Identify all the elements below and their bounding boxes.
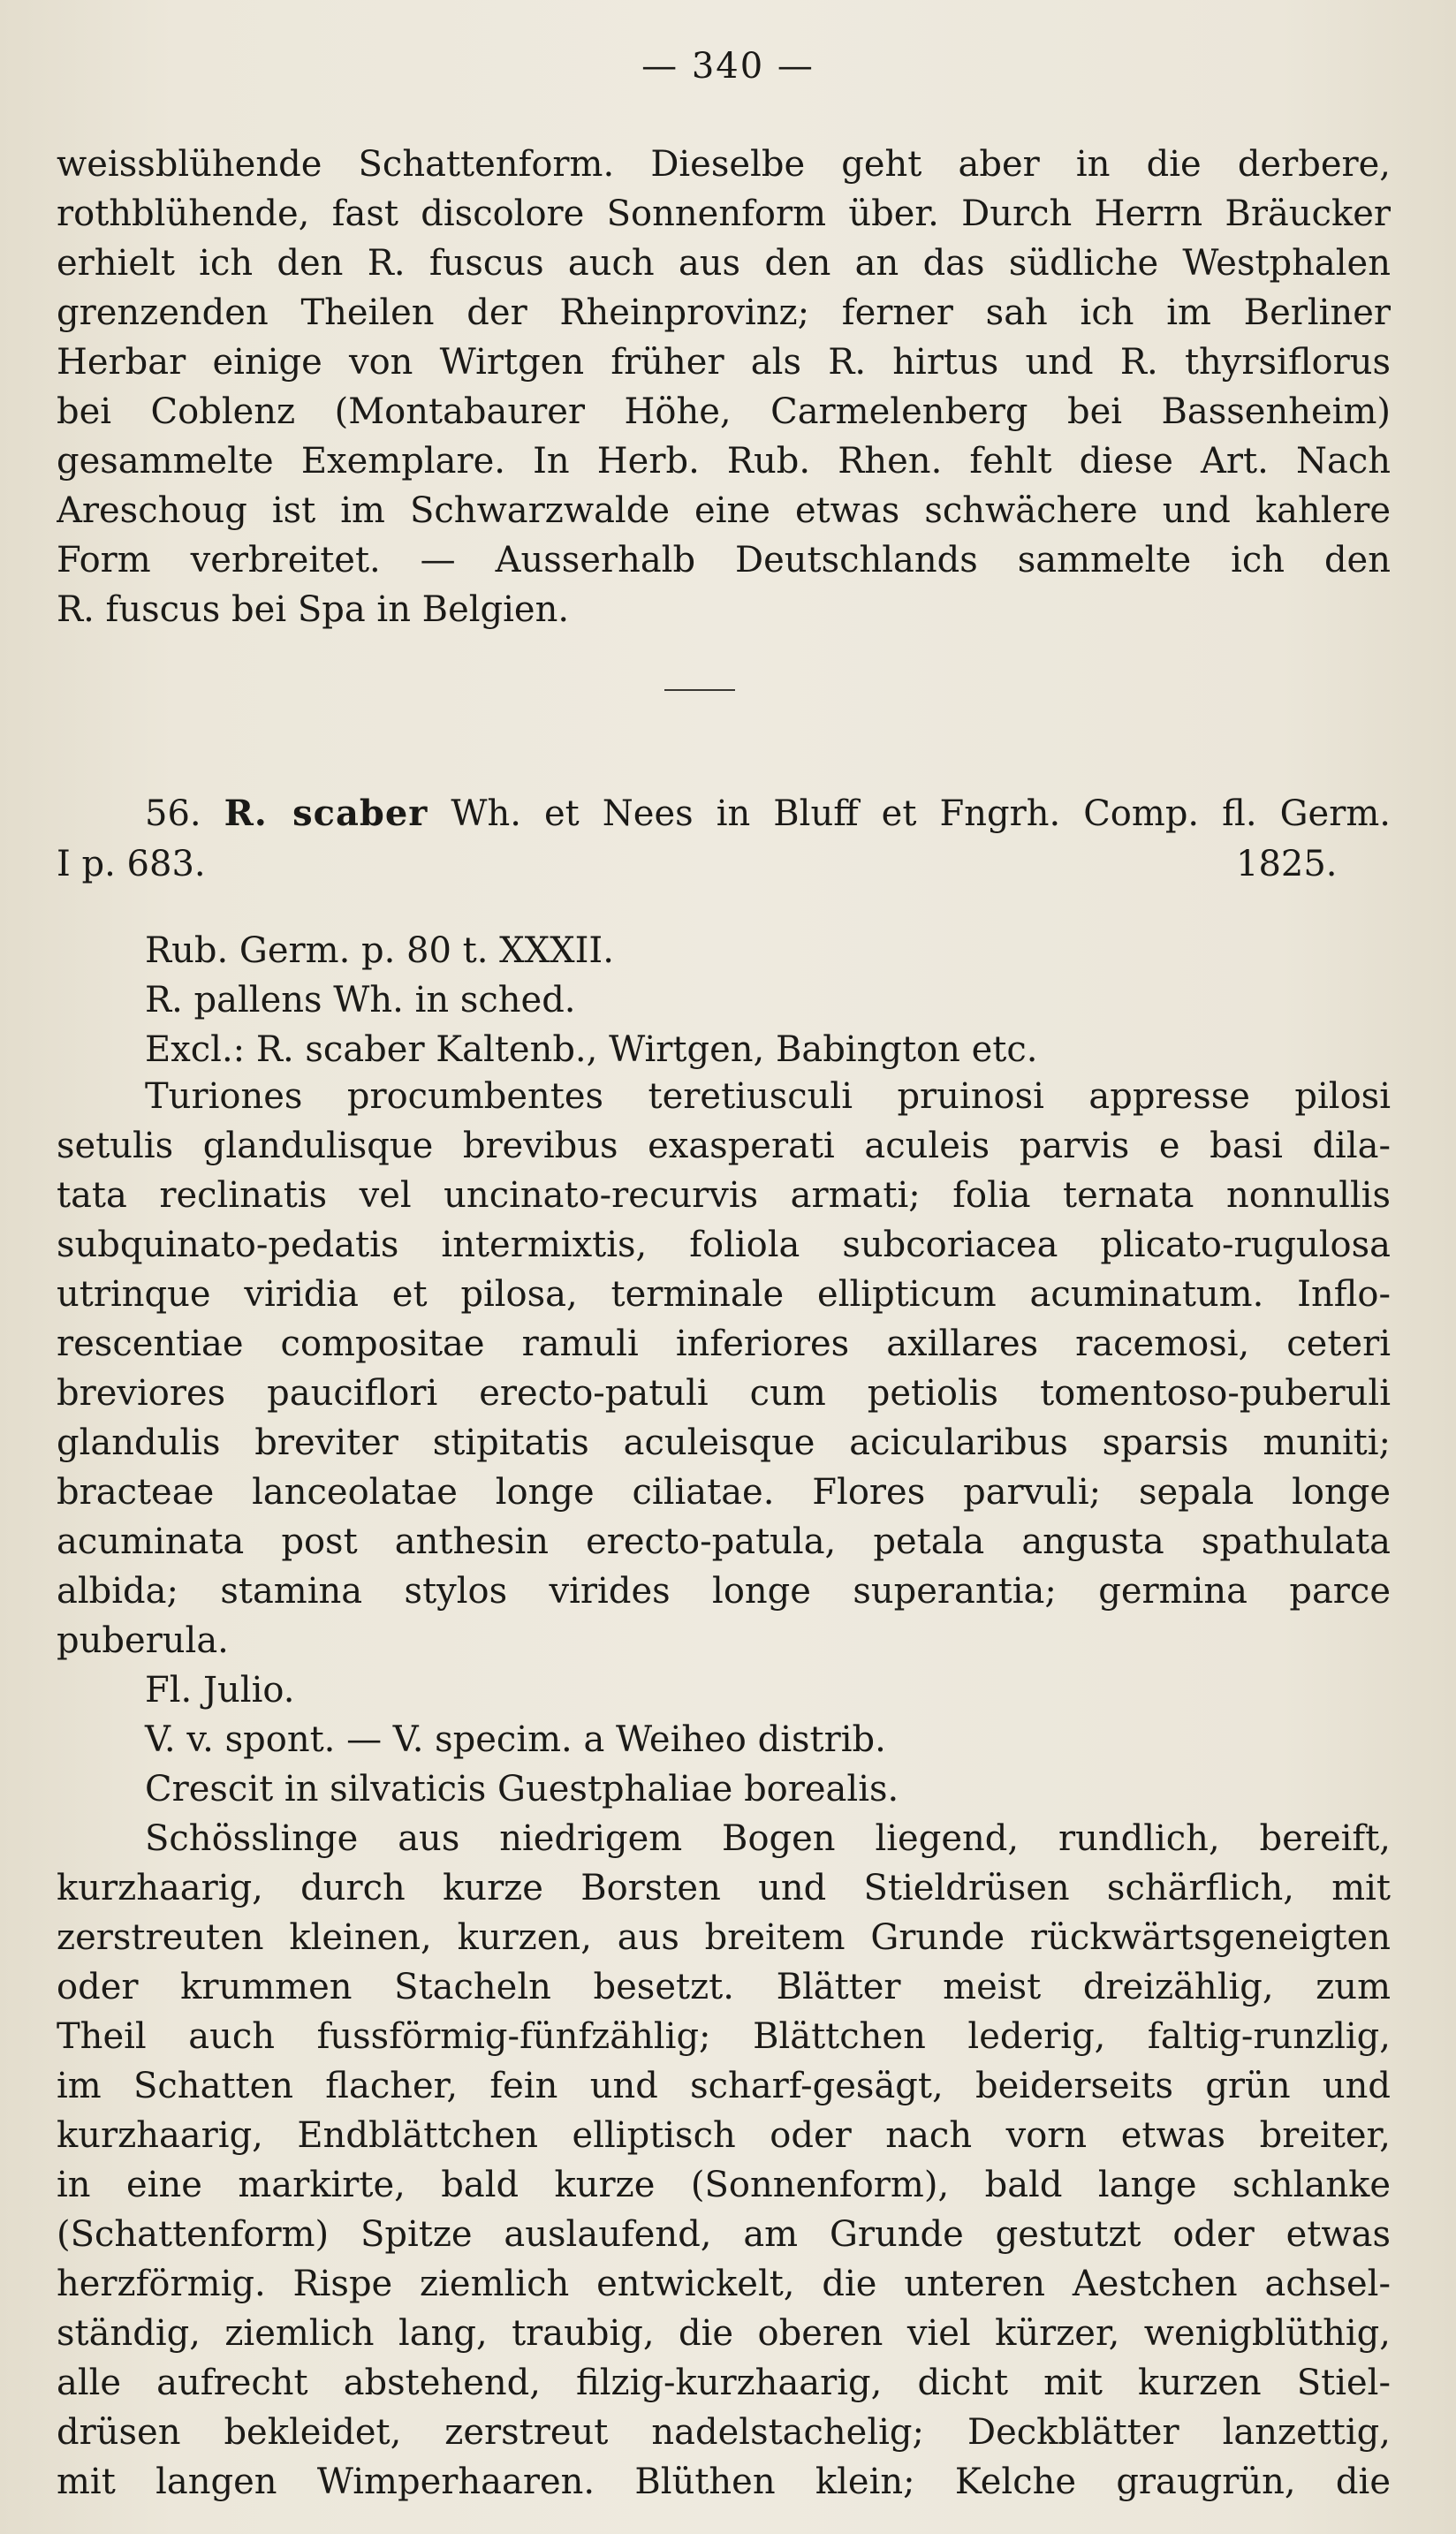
text-line: tata reclinatis vel uncinato-recurvis armati; folia ternata nonnullis [57, 1175, 1391, 1216]
specimens-line: V. v. spont. — V. specim. a Weiheo distrib. [145, 1719, 886, 1760]
text-line: Schösslinge aus niedrigem Bogen liegend, rundlich, bereift, [145, 1818, 1391, 1859]
text-line: rescentiae compositae ramuli inferiores axillares racemosi, ceteri [57, 1324, 1391, 1364]
text-line: breviores pauciflori erecto-patuli cum petiolis tomentoso-puberuli [57, 1373, 1391, 1414]
text-line: alle aufrecht abstehend, filzig-kurzhaarig, dicht mit kurzen Stiel- [57, 2363, 1391, 2403]
text-line: ständig, ziemlich lang, traubig, die oberen viel kürzer, wenigblüthig, [57, 2313, 1391, 2354]
species-year: 1825. [1236, 844, 1338, 884]
text-line: grenzenden Theilen der Rheinprovinz; ferner sah ich im Berliner [57, 292, 1391, 333]
species-authority: Wh. et Nees in Bluff et Fngrh. Comp. fl. Germ. [451, 793, 1391, 834]
text-line: in eine markirte, bald kurze (Sonnenform), bald lange schlanke [57, 2165, 1391, 2205]
text-line: gesammelte Exemplare. In Herb. Rub. Rhen. fehlt diese Art. Nach [57, 441, 1391, 482]
text-line: albida; stamina stylos virides longe superantia; germina parce [57, 1571, 1391, 1612]
text-line: zerstreuten kleinen, kurzen, aus breitem Grunde rückwärtsgeneigten [57, 1917, 1391, 1958]
reference-line: Excl.: R. scaber Kaltenb., Wirtgen, Babington etc. [145, 1029, 1038, 1070]
references [57, 926, 1391, 1074]
text-line: herzförmig. Rispe ziemlich entwickelt, die unteren Aestchen achsel- [57, 2264, 1391, 2304]
text-line: bracteae lanceolatae longe ciliatae. Flores parvuli; sepala longe [57, 1472, 1391, 1513]
reference-line: Rub. Germ. p. 80 t. XXXII. [145, 930, 614, 971]
species-heading [57, 789, 1391, 838]
text-line: mit langen Wimperhaaren. Blüthen klein; Kelche graugrün, die [57, 2462, 1391, 2502]
section-divider [664, 689, 735, 691]
text-line: rothblühende, fast discolore Sonnenform über. Durch Herrn Bräucker [57, 193, 1391, 234]
german-description [57, 1814, 1391, 2507]
text-line: im Schatten flacher, fein und scharf-gesägt, beiderseits grün und [57, 2066, 1391, 2106]
text-line: Herbar einige von Wirtgen früher als R. hirtus und R. thyrsiflorus [57, 342, 1391, 383]
top-paragraph [57, 140, 1391, 634]
text-line: glandulis breviter stipitatis aculeisque acicularibus sparsis muniti; [57, 1423, 1391, 1463]
text-line: Form verbreitet. — Ausserhalb Deutschlands sammelte ich den [57, 540, 1391, 580]
text-line: acuminata post anthesin erecto-patula, petala angusta spathulata [57, 1521, 1391, 1562]
text-line: Turiones procumbentes teretiusculi pruinosi appresse pilosi [145, 1076, 1391, 1117]
text-line: R. fuscus bei Spa in Belgien. [57, 589, 570, 630]
text-line: Areschoug ist im Schwarzwalde eine etwas schwächere und kahlere [57, 490, 1391, 531]
text-line: weissblühende Schattenform. Dieselbe geht aber in die derbere, [57, 144, 1391, 185]
species-heading-continuation [57, 839, 1391, 889]
page-number: — 340 — [641, 46, 815, 87]
reference-line: R. pallens Wh. in sched. [145, 980, 576, 1020]
text-line: bei Coblenz (Montabaurer Höhe, Carmelenberg bei Bassenheim) [57, 391, 1391, 432]
latin-description [57, 1072, 1391, 1814]
text-line: (Schattenform) Spitze auslaufend, am Grunde gestutzt oder etwas [57, 2214, 1391, 2255]
text-line: drüsen bekleidet, zerstreut nadelstachelig; Deckblätter lanzettig, [57, 2412, 1391, 2453]
text-line: kurzhaarig, durch kurze Borsten und Stieldrüsen schärflich, mit [57, 1868, 1391, 1908]
text-line: puberula. [57, 1620, 229, 1661]
text-line: subquinato-pedatis intermixtis, foliola subcoriacea plicato-rugulosa [57, 1225, 1391, 1265]
text-line: utrinque viridia et pilosa, terminale ellipticum acuminatum. Inflo- [57, 1274, 1391, 1315]
species-page-ref: I p. 683. [57, 844, 206, 884]
text-line: oder krummen Stacheln besetzt. Blätter meist dreizählig, zum [57, 1967, 1391, 2007]
flowering-line: Fl. Julio. [145, 1670, 295, 1711]
text-line: Theil auch fussförmig-fünfzählig; Blättchen lederig, faltig-runzlig, [57, 2016, 1391, 2057]
text-line: kurzhaarig, Endblättchen elliptisch oder nach vorn etwas breiter, [57, 2115, 1391, 2156]
species-number: 56. [145, 793, 201, 834]
habitat-line: Crescit in silvaticis Guestphaliae borealis. [145, 1769, 899, 1809]
text-line: setulis glandulisque brevibus exasperati aculeis parvis e basi dila- [57, 1126, 1391, 1166]
text-line: erhielt ich den R. fuscus auch aus den an das südliche Westphalen [57, 243, 1391, 284]
species-name: R. scaber [224, 793, 428, 834]
